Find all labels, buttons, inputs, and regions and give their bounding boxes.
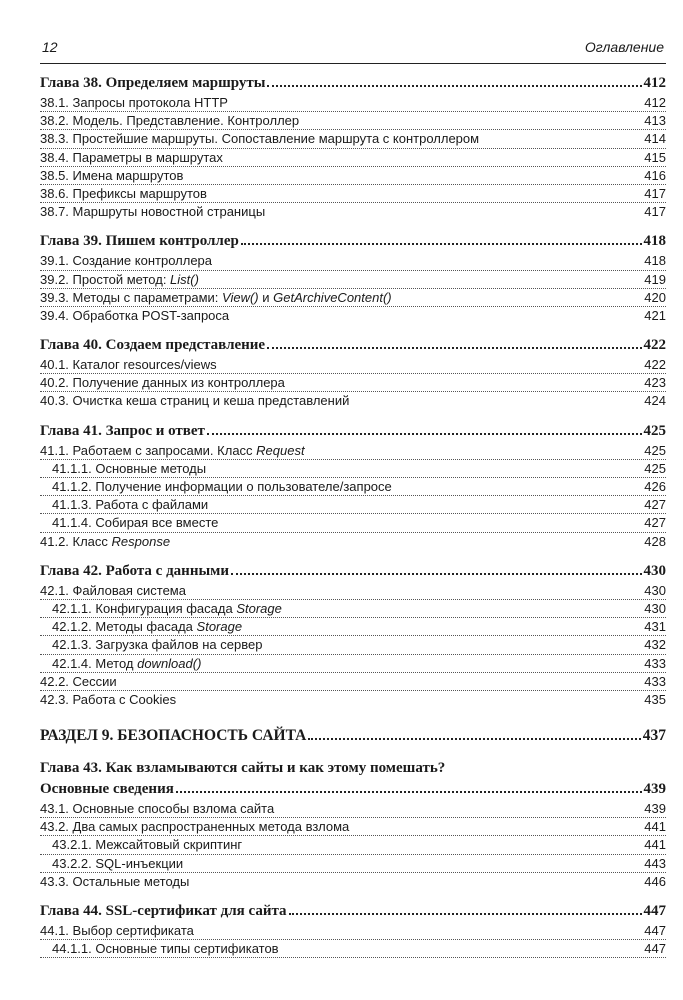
page-ref: 417 [644, 185, 666, 201]
toc-section-entry [40, 442, 666, 460]
page-ref: 441 [644, 837, 666, 853]
section-title: 41.1.4. Собирая все вместе [52, 515, 219, 531]
toc-section-entry [40, 460, 666, 478]
toc-section-entry [40, 691, 666, 709]
code-identifier: List() [170, 271, 199, 287]
page-number: 12 [42, 39, 58, 55]
page-ref: 422 [644, 357, 666, 373]
dot-leader [231, 573, 641, 575]
toc-section-entry [40, 374, 666, 392]
section-title: 42.2. Сессии [40, 673, 117, 689]
section-title: 43.2.1. Межсайтовый скриптинг [52, 837, 243, 853]
toc-chapter-heading [40, 73, 666, 94]
page-ref: 424 [644, 393, 666, 409]
section-title: 38.3. Простейшие маршруты. Сопоставление маршрута с контроллером [40, 131, 480, 147]
page-ref: 447 [644, 941, 666, 957]
toc-section-entry [40, 289, 666, 307]
page-ref: 423 [644, 375, 666, 391]
dot-leader [267, 347, 641, 349]
page-ref: 431 [644, 619, 666, 635]
page-ref: 433 [644, 673, 666, 689]
section-title: 40.2. Получение данных из контроллера [40, 375, 285, 391]
section-title: 40.1. Каталог resources/views [40, 357, 217, 373]
code-identifier: GetArchiveContent() [273, 289, 392, 305]
toc-chapter-heading [40, 758, 666, 779]
toc-chapter-heading [40, 421, 666, 442]
page-ref: 426 [644, 479, 666, 494]
chapter-title: Глава 43. Как взламываются сайты и как этому помешать? [40, 760, 446, 777]
section-title: 41.1.3. Работа с файлами [52, 497, 209, 513]
page-ref: 432 [644, 637, 666, 653]
page-ref: 416 [644, 167, 666, 183]
section-title: 39.3. Методы с параметрами: View() и GetArchiveContent() [40, 289, 392, 305]
chapter-title: Глава 41. Запрос и ответ [40, 422, 205, 439]
page-ref: 425 [643, 422, 666, 439]
code-identifier: Storage [196, 619, 243, 635]
section-title: 43.3. Остальные методы [40, 873, 190, 889]
toc-section-entry [40, 392, 666, 410]
page-ref: 427 [644, 497, 666, 513]
section-title: 41.1.2. Получение информации о пользователе/запросе [52, 479, 392, 494]
section-title: 38.4. Параметры в маршрутах [40, 149, 223, 165]
toc-section-entry [40, 252, 666, 270]
section-title: 42.1.3. Загрузка файлов на сервер [52, 637, 263, 653]
section-title: 42.3. Работа с Cookies [40, 691, 177, 707]
page-ref: 420 [644, 289, 666, 305]
section-title: 38.7. Маршруты новостной страницы [40, 204, 266, 220]
page-ref: 430 [644, 582, 666, 598]
toc-section-entry [40, 94, 666, 112]
toc-section-entry [40, 478, 666, 496]
code-identifier: Response [111, 533, 171, 549]
part-title: РАЗДЕЛ 9. БЕЗОПАСНОСТЬ САЙТА [40, 727, 307, 745]
section-title: 39.4. Обработка POST-запроса [40, 307, 230, 323]
section-title: 39.1. Создание контроллера [40, 253, 213, 269]
page-ref: 446 [644, 873, 666, 889]
section-title: 42.1.4. Метод download() [52, 655, 202, 671]
page-ref: 428 [644, 533, 666, 549]
toc-section-entry [40, 496, 666, 514]
toc-section-entry [40, 582, 666, 600]
toc-part-heading [40, 725, 666, 746]
toc-section-entry [40, 167, 666, 185]
section-title: 44.1. Выбор сертификата [40, 923, 194, 938]
page-ref: 422 [643, 337, 666, 354]
toc-chapter-heading [40, 231, 666, 252]
page-ref: 433 [644, 655, 666, 671]
code-identifier: View() [222, 289, 259, 305]
page-ref: 419 [644, 271, 666, 287]
toc-section-entry [40, 185, 666, 203]
toc-section-entry [40, 800, 666, 818]
code-identifier: Storage [236, 600, 282, 616]
chapter-title: Глава 38. Определяем маршруты [40, 75, 266, 91]
dot-leader [241, 243, 642, 245]
toc-section-entry [40, 307, 666, 325]
toc-section-entry [40, 818, 666, 836]
page-ref: 412 [643, 75, 666, 91]
toc-section-entry [40, 514, 666, 532]
toc-section-entry [40, 940, 666, 958]
dot-leader [308, 738, 640, 740]
section-title: 42.1.2. Методы фасада Storage [52, 619, 243, 635]
toc-section-entry [40, 636, 666, 654]
page-ref: 430 [644, 600, 666, 616]
page-ref: 447 [644, 923, 666, 938]
toc-chapter-heading [40, 779, 666, 800]
page-ref: 417 [644, 204, 666, 220]
section-title: 41.1. Работаем с запросами. Класс Request [40, 442, 305, 458]
page-ref: 441 [644, 819, 666, 835]
page-ref: 421 [644, 307, 666, 323]
toc-section-entry [40, 922, 666, 940]
chapter-title: Глава 44. SSL-сертификат для сайта [40, 903, 287, 919]
chapter-title: Глава 39. Пишем контроллер [40, 233, 239, 250]
page-ref: 439 [643, 781, 666, 798]
code-identifier: download() [137, 655, 202, 671]
page-ref: 418 [643, 233, 666, 250]
section-title: 44.1.1. Основные типы сертификатов [52, 941, 279, 957]
chapter-title: Основные сведения [40, 781, 174, 798]
page-ref: 435 [644, 691, 666, 707]
section-title: 38.6. Префиксы маршрутов [40, 185, 207, 201]
toc-section-entry [40, 533, 666, 551]
section-title: 38.2. Модель. Представление. Контроллер [40, 113, 300, 129]
toc-section-entry [40, 836, 666, 854]
section-title: 43.1. Основные способы взлома сайта [40, 801, 275, 817]
running-title: Оглавление [584, 39, 664, 55]
toc-section-entry [40, 203, 666, 221]
section-title: 40.3. Очистка кеша страниц и кеша представлений [40, 393, 350, 409]
page-ref: 427 [644, 515, 666, 531]
page-ref: 414 [644, 131, 666, 147]
dot-leader [176, 791, 642, 793]
table-of-contents [40, 73, 666, 958]
toc-chapter-heading [40, 561, 666, 582]
section-title: 41.1.1. Основные методы [52, 460, 207, 476]
section-title: 43.2.2. SQL-инъекции [52, 855, 184, 871]
page-ref: 430 [643, 562, 666, 579]
page-ref: 412 [644, 95, 666, 110]
section-title: 38.1. Запросы протокола HTTP [40, 95, 228, 110]
toc-section-entry [40, 673, 666, 691]
page-ref: 443 [644, 855, 666, 871]
section-title: 43.2. Два самых распространенных метода взлома [40, 819, 350, 835]
toc-section-entry [40, 873, 666, 891]
page-ref: 439 [644, 801, 666, 817]
toc-section-entry [40, 600, 666, 618]
page-ref: 418 [644, 253, 666, 269]
section-title: 42.1.1. Конфигурация фасада Storage [52, 600, 282, 616]
page-ref: 413 [644, 113, 666, 129]
toc-section-entry [40, 149, 666, 167]
section-title: 42.1. Файловая система [40, 582, 186, 598]
toc-chapter-heading [40, 335, 666, 356]
toc-section-entry [40, 356, 666, 374]
page-ref: 425 [644, 442, 666, 458]
code-identifier: Request [256, 442, 305, 458]
toc-section-entry [40, 618, 666, 636]
section-title: 41.2. Класс Response [40, 533, 171, 549]
page-ref: 437 [642, 727, 666, 745]
page-header [40, 34, 666, 64]
page-ref: 425 [644, 460, 666, 476]
dot-leader [207, 433, 642, 435]
chapter-title: Глава 40. Создаем представление [40, 337, 266, 354]
toc-section-entry [40, 855, 666, 873]
page-ref: 415 [644, 149, 666, 165]
toc-section-entry [40, 112, 666, 130]
toc-section-entry [40, 655, 666, 673]
page-ref: 447 [643, 903, 666, 919]
section-title: 39.2. Простой метод: List() [40, 271, 199, 287]
toc-section-entry [40, 130, 666, 148]
toc-chapter-heading [40, 901, 666, 922]
toc-section-entry [40, 271, 666, 289]
chapter-title: Глава 42. Работа с данными [40, 562, 230, 579]
section-title: 38.5. Имена маршрутов [40, 167, 184, 183]
dot-leader [289, 913, 642, 915]
dot-leader [267, 85, 641, 87]
